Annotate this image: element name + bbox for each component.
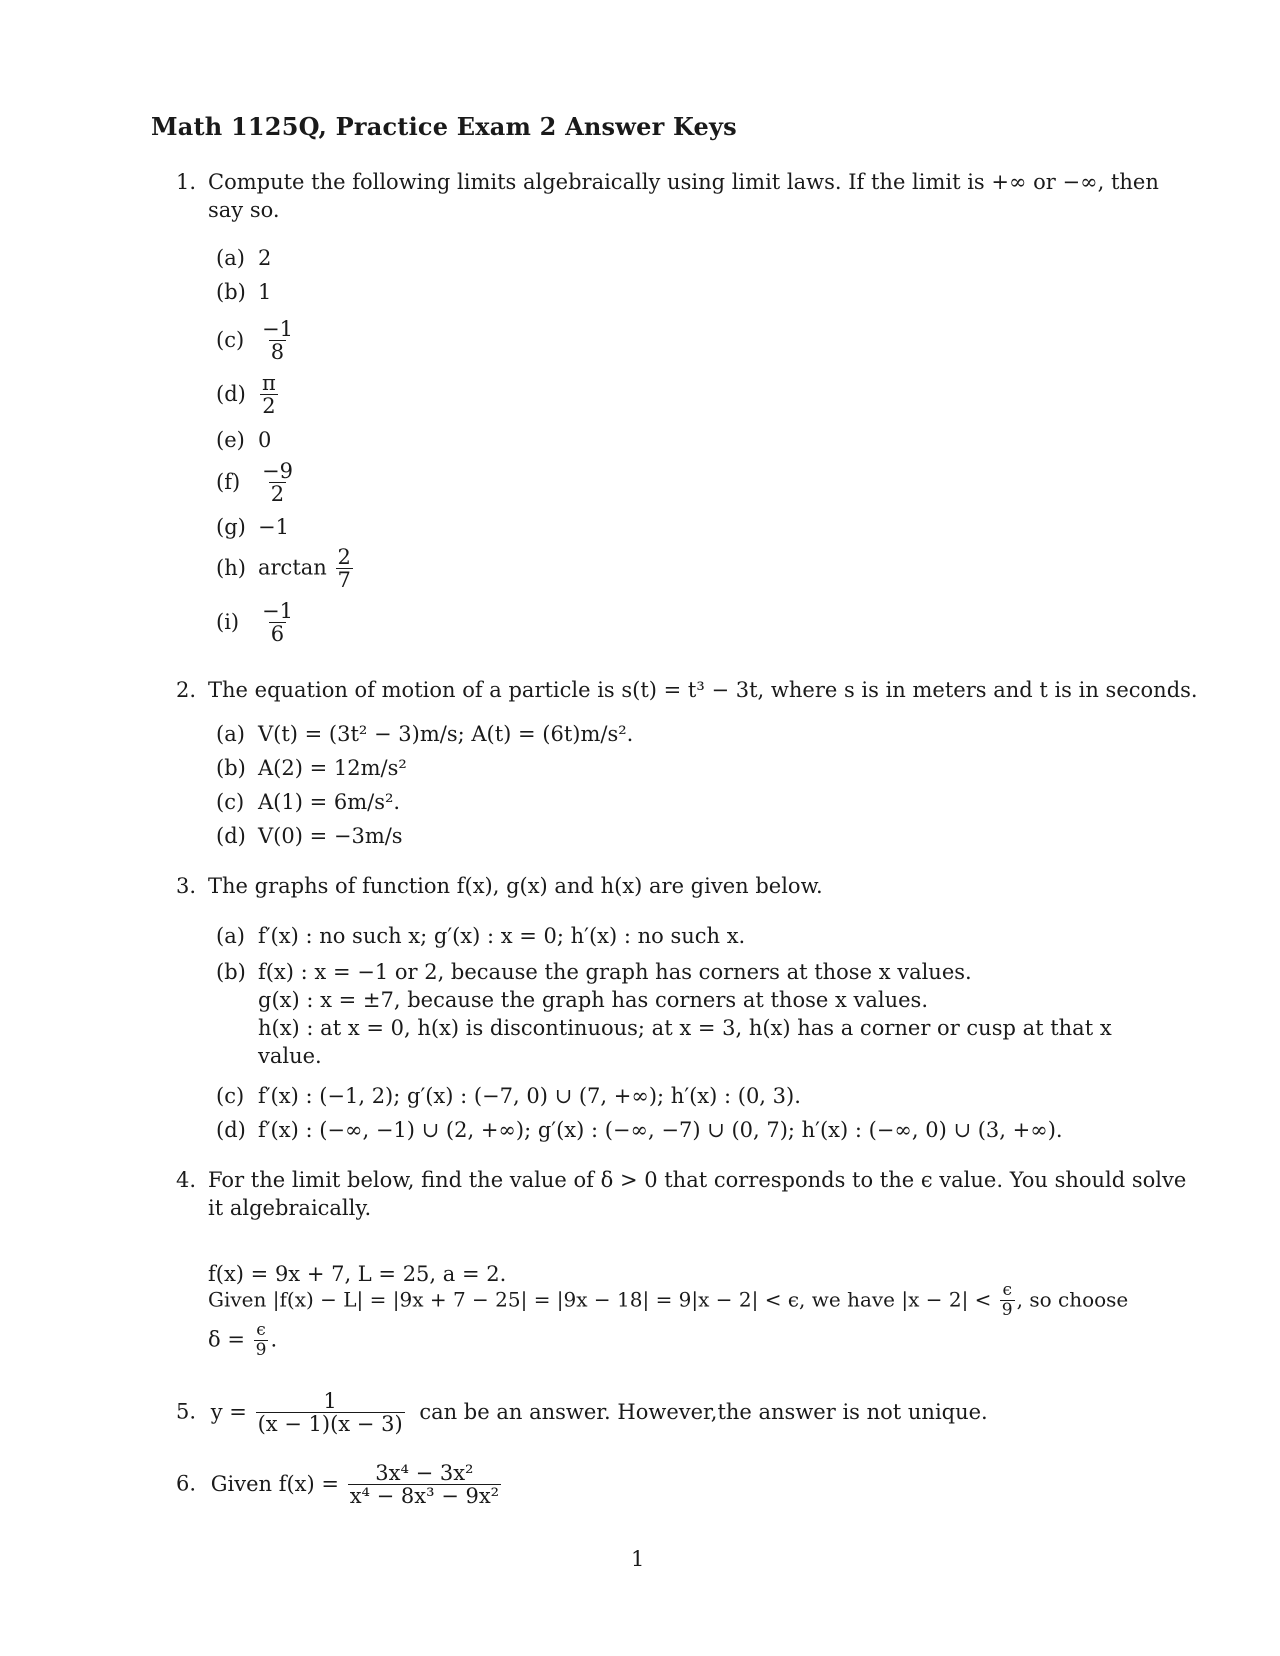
q2-answer-a (216, 722, 633, 746)
answer-text: f′(x) : (−∞, −1) ∪ (2, +∞); g′(x) : (−∞, −7) ∪ (0, 7); h′(x) : (−∞, 0) ∪ (3, +∞). (258, 1118, 1063, 1142)
q4-delta (208, 1322, 277, 1360)
numerator: 3x⁴ − 3x² (375, 1461, 474, 1485)
answer-value: 2 (258, 246, 272, 270)
q3-answer-b-line4: value. (258, 1044, 322, 1068)
answer-label: (d) (216, 1118, 246, 1142)
q1-number: 1. (176, 170, 197, 194)
answer-label: (g) (216, 515, 246, 539)
q1-answer-g (216, 515, 289, 539)
q1-answer-e (216, 428, 271, 452)
answer-label: (b) (216, 960, 246, 984)
numerator: −9 (262, 459, 293, 483)
numerator: ϵ (256, 1320, 266, 1340)
q1-answer-a (216, 246, 271, 270)
answer-label: (c) (216, 327, 245, 352)
q3-answer-d (216, 1118, 1063, 1142)
answer-label: (a) (216, 924, 245, 948)
fraction (254, 1322, 269, 1360)
q3-answer-c (216, 1084, 801, 1108)
q1-answer-b (216, 280, 271, 304)
q6-number: 6. (176, 1471, 197, 1496)
q1-answer-c (216, 318, 297, 364)
q4-prompt-line2: it algebraically. (208, 1196, 372, 1220)
answer-value: 1 (258, 280, 272, 304)
page-number: 1 (631, 1547, 645, 1571)
answer-label: (b) (216, 756, 246, 780)
answer-label: (f) (216, 469, 241, 494)
denominator: (x − 1)(x − 3) (257, 1412, 403, 1437)
fraction (260, 460, 295, 506)
fraction (260, 372, 278, 418)
answer-text: f′(x) : no such x; g′(x) : x = 0; h′(x) : no such x. (258, 924, 746, 948)
fraction (260, 318, 295, 364)
fraction (348, 1462, 501, 1508)
fraction (336, 546, 353, 592)
question-5 (176, 1390, 988, 1436)
numerator: −1 (262, 599, 293, 623)
q3-answer-b-line2: g(x) : x = ±7, because the graph has corners at those x values. (258, 988, 928, 1012)
denominator: 2 (270, 482, 285, 507)
answer-text: A(2) = 12m/s² (258, 756, 407, 780)
page-title: Math 1125Q, Practice Exam 2 Answer Keys (151, 112, 737, 141)
q2-prompt: The equation of motion of a particle is s(t) = t³ − 3t, where s is in meters and t is in seconds. (208, 678, 1198, 702)
q5-tail: can be an answer. However,the answer is not unique. (419, 1399, 988, 1424)
denominator: 8 (270, 340, 285, 365)
q4-given: f(x) = 9x + 7, L = 25, a = 2. (208, 1262, 507, 1286)
answer-label: (d) (216, 824, 246, 848)
q3-answer-b (216, 960, 972, 984)
answer-label: (c) (216, 1084, 245, 1108)
denominator: 9 (1001, 1299, 1013, 1320)
fraction (260, 600, 295, 646)
answer-label: (a) (216, 722, 245, 746)
q4-work-text: Given |f(x) − L| = |9x + 7 − 25| = |9x − 18| = 9|x − 2| < ϵ, we have |x − 2| < (208, 1287, 992, 1312)
q4-number: 4. (176, 1168, 197, 1192)
denominator: 6 (270, 622, 285, 647)
answer-label: (c) (216, 790, 245, 814)
denominator: 9 (255, 1339, 267, 1360)
question-6 (176, 1462, 503, 1508)
answer-value: −1 (258, 515, 289, 539)
q6-lhs: Given f(x) = (210, 1471, 339, 1496)
denominator: 2 (262, 394, 276, 419)
q4-work-tail: , so choose (1016, 1287, 1129, 1312)
answer-label: (e) (216, 428, 245, 452)
answer-text: f(x) : x = −1 or 2, because the graph has corners at those x values. (258, 960, 972, 984)
q5-number: 5. (176, 1399, 197, 1424)
q3-number: 3. (176, 874, 197, 898)
answer-text: f′(x) : (−1, 2); g′(x) : (−7, 0) ∪ (7, +∞); h′(x) : (0, 3). (258, 1084, 801, 1108)
numerator: π (262, 371, 276, 395)
q2-answer-c (216, 790, 400, 814)
numerator: ϵ (1002, 1280, 1012, 1300)
delta-prefix: δ = (208, 1327, 245, 1352)
q3-answer-a (216, 924, 745, 948)
q4-prompt-line1: For the limit below, find the value of δ > 0 that corresponds to the ϵ value. You should solve (208, 1168, 1187, 1192)
q2-answer-b (216, 756, 407, 780)
q2-number: 2. (176, 678, 197, 702)
answer-label: (d) (216, 381, 246, 406)
answer-text: V(t) = (3t² − 3)m/s; A(t) = (6t)m/s². (258, 722, 634, 746)
answer-label: (a) (216, 246, 245, 270)
q1-answer-d (216, 372, 280, 418)
answer-text: V(0) = −3m/s (258, 824, 403, 848)
q1-answer-h (216, 546, 355, 592)
answer-label: (b) (216, 280, 246, 304)
denominator: x⁴ − 8x³ − 9x² (349, 1484, 500, 1509)
fraction (256, 1390, 405, 1436)
q1-answer-f (216, 460, 297, 506)
delta-tail: . (270, 1327, 278, 1352)
answer-label: (i) (216, 609, 240, 634)
numerator: 1 (323, 1389, 337, 1413)
q4-work (208, 1282, 1128, 1320)
denominator: 7 (337, 568, 351, 593)
q1-prompt-line1: Compute the following limits algebraically using limit laws. If the limit is +∞ or −∞, then (208, 170, 1159, 194)
fraction (1000, 1282, 1015, 1320)
answer-text: A(1) = 6m/s². (258, 790, 401, 814)
numerator: 2 (337, 545, 351, 569)
answer-prefix: arctan (258, 555, 327, 580)
q3-prompt: The graphs of function f(x), g(x) and h(x) are given below. (208, 874, 823, 898)
q2-answer-d (216, 824, 403, 848)
answer-value: 0 (258, 428, 272, 452)
q1-answer-i (216, 600, 297, 646)
numerator: −1 (262, 317, 293, 341)
answer-label: (h) (216, 555, 246, 580)
q1-prompt-line2: say so. (208, 198, 280, 222)
q3-answer-b-line3: h(x) : at x = 0, h(x) is discontinuous; at x = 3, h(x) has a corner or cusp at that x (258, 1016, 1112, 1040)
q5-lhs: y = (210, 1399, 247, 1424)
